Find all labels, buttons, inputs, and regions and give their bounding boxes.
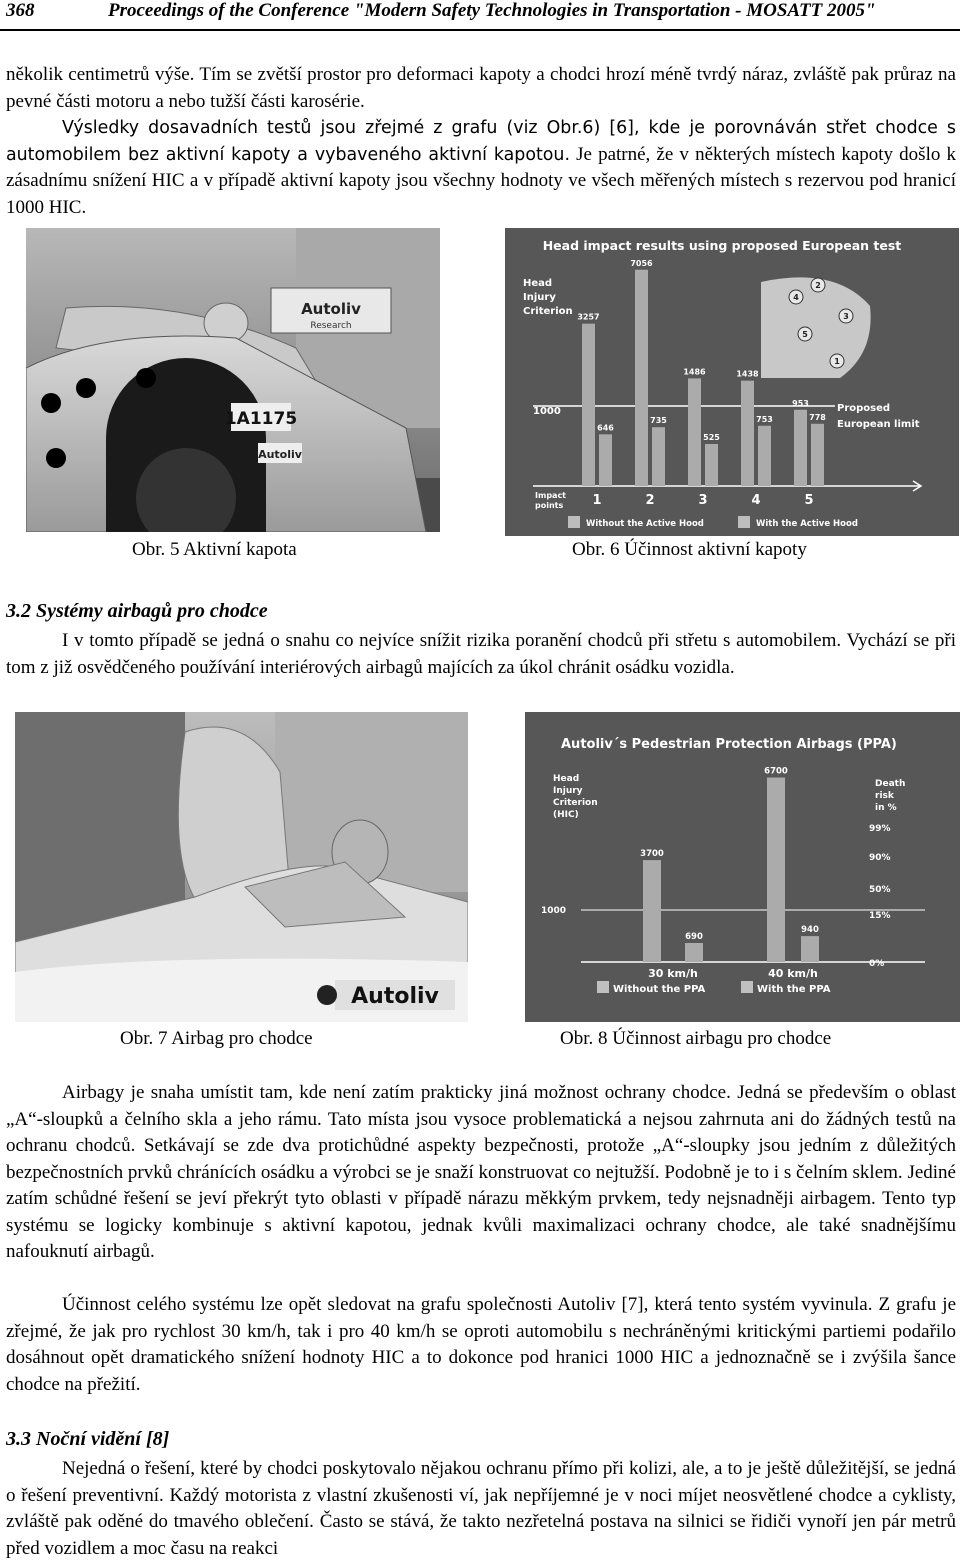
figure-7-airbag-photo <box>15 712 468 1022</box>
page-header <box>6 0 956 26</box>
chart6-ref-label: 1000 <box>533 406 561 417</box>
chart6-legend-swatch-without <box>568 516 580 528</box>
chart6-tick-label-5: 5 <box>804 493 814 508</box>
chart8-legend-without: Without the PPA <box>613 984 706 995</box>
chart6-bar-with-4 <box>758 426 771 486</box>
chart6-value-label-without-3: 1486 <box>683 367 706 377</box>
chart8-risk-tick: 99% <box>869 824 891 834</box>
chart8-title: Autoliv´s Pedestrian Protection Airbags (PPA) <box>561 737 897 752</box>
chart6-ylabel-1: Head <box>523 278 553 289</box>
chart6-bar-with-2 <box>652 427 665 486</box>
chart8-value-label-with-1: 940 <box>801 925 819 936</box>
chart6-value-label-with-5: 778 <box>809 412 826 422</box>
chart6-hood-point-label-5: 5 <box>802 330 808 339</box>
chart6-tick-label-1: 1 <box>592 493 602 508</box>
intro-paragraph-1 <box>6 62 956 115</box>
figure-7-caption: Obr. 7 Airbag pro chodce <box>120 1028 313 1049</box>
figure-8-chart <box>525 712 960 1022</box>
chart8-category-label-0: 30 km/h <box>648 967 698 980</box>
chart8-risk-label-1: Death <box>875 779 906 789</box>
chart8-ylabel-3: Criterion <box>553 798 598 808</box>
chart6-value-label-without-2: 7056 <box>630 258 653 268</box>
chart6-hood-point-label-2: 2 <box>815 281 821 290</box>
chart8-bar-without-0 <box>643 860 661 962</box>
chart6-xaxis-title-2: points <box>535 501 564 510</box>
intro-paragraph-2 <box>6 115 956 221</box>
section-3-2-text-3: Účinnost celého systému lze opět sledovat na grafu společnosti Autoliv [7], která tento systém vyvinula. Z grafu je zřejmé, že jak pro rychlost 30 km/h, tak i pro 40 km/h se oproti automobilu s nechráněnými kritickými partiemi podařilo dosáhnout opět dramatického snížení hodnoty HIC a to dokonce pod hranici 1000 HIC a jednoznačně se i zvýšila šance chodce na přežití. <box>6 1294 956 1395</box>
chart6-legend-swatch-with <box>738 516 750 528</box>
chart6-bar-without-5 <box>794 410 807 486</box>
chart6-tick-label-4: 4 <box>751 493 761 508</box>
section-3-2-text-2: Airbagy je snaha umístit tam, kde není zatím prakticky jiná možnost ochrany chodce. Jedná se především o oblast „A“-sloupků a čelního skla a jeho rámu. Tato místa jsou vysoce problematická a nejsou zahrnuta ani do žádných testů na ochranu chodců. Setkávají se zde dva protichůdné aspekty bezpečnosti, protože „A“-sloupky jsou jedním z důležitých bezpečnostních prvků chránících osádku a výrobci se je snaží konstruovat co nejtužší. Podobně je to i s čelním sklem. Jediné zatím schůdné řešení se jeví překrýt tyto oblasti v případě nárazu měkkým prvkem, tedy nejsnadněji airbagem. Tento typ systému se logicky kombinuje s aktivní kapotou, jednak kvůli maximalizaci ochrany chodce, ale také snadnějšímu nafouknutí airbagů. <box>6 1082 956 1262</box>
section-3-2-paragraph-2 <box>6 1080 956 1266</box>
page-number: 368 <box>6 0 35 21</box>
brand-sub-text: Research <box>310 321 352 331</box>
chart8-risk-label-2: risk <box>875 791 894 801</box>
chart6-title: Head impact results using proposed European test <box>542 238 902 253</box>
chart6-proposed-label: Proposed <box>837 403 891 414</box>
chart8-risk-tick: 0% <box>869 959 885 969</box>
chart6-value-label-with-1: 646 <box>597 423 614 433</box>
chart6-tick-label-3: 3 <box>698 493 708 508</box>
section-3-2-text-1: I v tomto případě se jedná o snahu co nejvíce snížit rizika poranění chodců při střetu s automobilem. Vychází se při tom z již osvědčeného používání interiérových airbagů majících za úkol chránit osádku vozidla. <box>6 630 956 678</box>
chart6-bar-with-1 <box>599 434 612 486</box>
chart8-ylabel-4: (HIC) <box>553 810 579 820</box>
figure-8-caption: Obr. 8 Účinnost airbagu pro chodce <box>560 1028 832 1049</box>
chart8-risk-ticks <box>869 824 891 969</box>
chart8-risk-tick: 15% <box>869 911 891 921</box>
chart6-bar-without-2 <box>635 270 648 486</box>
chart6-hood-point-label-4: 4 <box>793 293 799 302</box>
brand-badge-text: Autoliv <box>258 448 302 461</box>
chart8-value-label-without-1: 6700 <box>764 766 788 777</box>
airbag-photo-illustration <box>15 712 468 1022</box>
chart6-limit-label: European limit <box>837 419 920 430</box>
chart8-ylabel-2: Injury <box>553 786 583 796</box>
chart6-legend-with: With the Active Hood <box>756 519 858 529</box>
chart8-bar-with-1 <box>801 936 819 962</box>
section-3-3-paragraph-1 <box>6 1456 956 1562</box>
chart8-risk-tick: 50% <box>869 885 891 895</box>
chart6-bar-with-5 <box>811 424 824 486</box>
section-3-3-heading: 3.3 Noční vidění [8] <box>6 1428 170 1450</box>
section-3-2-paragraph-1 <box>6 628 956 681</box>
section-3-2-paragraph-3 <box>6 1292 956 1398</box>
chart8-risk-tick: 90% <box>869 853 891 863</box>
chart6-value-label-with-2: 735 <box>650 416 667 426</box>
brand-logo-text: Autoliv <box>301 300 361 318</box>
figure-5-active-hood-photo <box>26 228 440 532</box>
running-title: Proceedings of the Conference "Modern Safety Technologies in Transportation - MOSATT 2005" <box>108 0 876 21</box>
intro-text-2a: Výsledky dosavadních testů jsou zřejmé z grafu (viz Obr. <box>62 118 583 138</box>
chart8-bar-with-0 <box>685 943 703 962</box>
chart6-hood-point-label-3: 3 <box>843 312 849 321</box>
chart8-ref-label: 1000 <box>541 906 567 916</box>
chart6-legend-without: Without the Active Hood <box>586 519 704 529</box>
intro-text-2c: Je patrné, že v některých místech kapoty došlo k zásadnímu snížení HIC a v případě aktivní kapoty jsou všechny hodnoty ve všech měřených místech s rezervou pod hranicí 1000 HIC. <box>6 143 956 218</box>
chart6-bar-without-1 <box>582 324 595 486</box>
autoliv-logo-icon <box>317 985 337 1005</box>
figure-6-chart <box>505 228 959 536</box>
chart6-hood-diagram <box>761 277 871 378</box>
chart6-hood-point-label-1: 1 <box>834 357 840 366</box>
chart8-ylabel-1: Head <box>553 774 580 784</box>
intro-text-1: několik centimetrů výše. Tím se zvětší prostor pro deformaci kapoty a chodci hrozí méně tvrdý náraz, zvláště pak průraz na pevné části motoru a nebo tužší části karosérie. <box>6 64 956 112</box>
intro-text-2b: 6) [6], kde je porovnáván střet chodce s automobilem bez aktivní kapoty a vybaveného aktivní kapotou. <box>6 118 956 165</box>
figure-5-caption: Obr. 5 Aktivní kapota <box>132 539 297 560</box>
hic-active-hood-chart <box>505 228 959 536</box>
chart6-value-label-without-4: 1438 <box>736 369 759 379</box>
chart8-value-label-with-0: 690 <box>685 932 703 942</box>
chart6-bar-without-4 <box>741 381 754 486</box>
chart8-marks <box>581 767 925 980</box>
chart8-value-label-without-0: 3700 <box>640 849 664 860</box>
section-3-2-heading: 3.2 Systémy airbagů pro chodce <box>6 600 268 622</box>
chart6-bar-with-3 <box>705 444 718 486</box>
chart8-legend-swatch-with <box>741 981 753 993</box>
section-3-3-text-1: Nejedná o řešení, které by chodci poskytovalo nějakou ochranu přímo při kolizi, ale, a to je ještě důležitější, se jedná o řešení preventivní. Každý motorista z vlastní zkušenosti ví, jak nepříjemné je v noci míjet neosvětlené chodce a cyklisty, zvláště pak oděné do tmavého oblečení. Často se stává, že takto nezřetelná postava na silnici se řidiči vynoří jen pár metrů před vozidlem a moc času na reakci <box>6 1458 956 1559</box>
car-label: 1A1175 <box>224 409 298 429</box>
header-rule <box>0 29 960 31</box>
active-hood-photo-illustration <box>26 228 440 532</box>
chart8-category-label-1: 40 km/h <box>768 967 818 980</box>
chart6-value-label-with-3: 525 <box>703 433 720 442</box>
ppa-chart <box>525 712 960 1022</box>
chart6-ylabel-2: Injury <box>523 292 556 303</box>
chart6-ylabel-3: Criterion <box>523 306 573 317</box>
autoliv-logo-text: Autoliv <box>351 984 439 1009</box>
chart6-value-label-with-4: 753 <box>756 414 773 424</box>
chart6-xaxis-title-1: Impact <box>535 491 567 500</box>
chart6-value-label-without-1: 3257 <box>577 312 600 322</box>
chart8-legend-swatch-without <box>597 981 609 993</box>
chart8-risk-label-3: in % <box>875 803 897 813</box>
chart6-value-label-without-5: 953 <box>792 398 809 408</box>
chart6-tick-label-2: 2 <box>645 493 655 508</box>
chart6-bar-without-3 <box>688 378 701 486</box>
chart8-legend-with: With the PPA <box>757 984 831 995</box>
chart8-bar-without-1 <box>767 778 785 962</box>
figure-6-caption: Obr. 6 Účinnost aktivní kapoty <box>572 539 807 560</box>
